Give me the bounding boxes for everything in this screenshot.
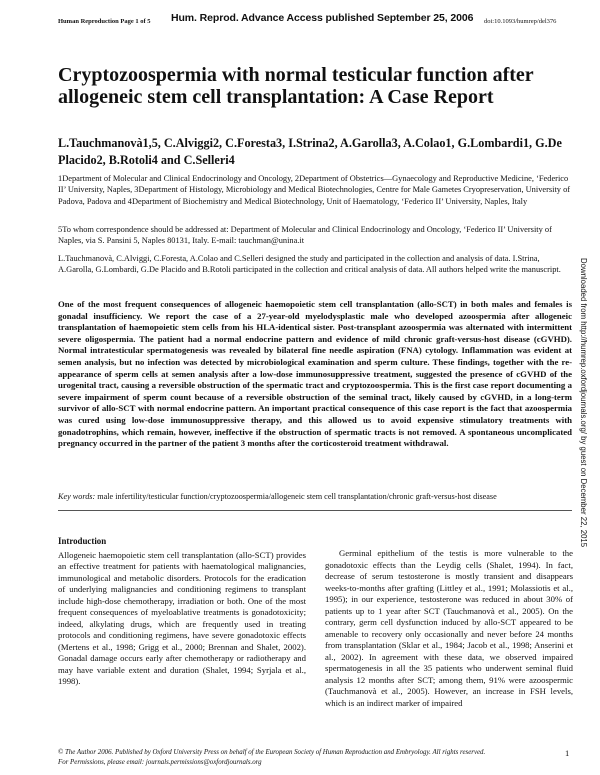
keywords-line	[58, 492, 572, 501]
author-contributions: L.Tauchmanovà, C.Alviggi, C.Foresta, A.Colao and C.Selleri designed the study and participated in the collection and analysis of data. I.Strina, A.Garolla, G.Lombardi, G.De Placido and B.Rotoli participated in the collection and critical analysis of data. All authors helped write the manuscript.	[58, 254, 561, 275]
abstract: One of the most frequent consequences of allogeneic haemopoietic stem cell transplantation (allo-SCT) in both males and females is gonadal insufficiency. We report the case of a 27-year-old myelodysplastic male who developed azoospermia after allogeneic transplantation of haemopoietic stem cells from his HLA-identical sister. Post-transplant azoospermia was alternated with intermittent severe oligospermia. The patient had a normal endocrine pattern and evidence of mild chronic graft-versus-host disease (cGVHD). Normal intratesticular spermatogenesis was revealed by bilateral fine needle aspiration (FNA) cytology. Inflammation was evident at semen analysis, but no infection was detected by microbiological examination and sperm culture. These findings, together with the re-appearance of sperm cells at semen analysis after a low-dose immunosuppressive treatment, suggested the presence of cGVHD of the urogenital tract, causing a reversible obstruction of the spermatic tract and cryptozoospermia. This is the first case report documenting a severe impairment of sperm count because of a reversible obstruction of the seminal tract, likely caused by cGVHD, in a long-term survivor of allo-SCT with normal endocrine pattern. An important practical consequence of this case report is the fact that azoospermia was cured using low-dose immunosuppressive therapy, and this allowed us to avoid expensive stimulatory treatments with gonadotrophins, which remain, however, ineffective if the obstruction of spermatic tracts is not removed. A spontaneous uncomplicated pregnancy occurred in the partner of the patient 3 months after the corticosteroid treatment withdrawal.	[58, 299, 572, 449]
right-column-paragraph: Germinal epithelium of the testis is more vulnerable to the gonadotoxic effects than the Leydig cells (Shalet, 1994). In fact, decrease of serum testosterone is mostly transient and disappears weeks-to-months after grafting (Littley et al., 1991; Molassiotis et al., 1995); in our experience, testosterone was reduced in about 30% of patients up to 1 year after SCT (Tauchmanovà et al., 2005). On the contrary, germ cell dysfunction induced by allo-SCT appeared to be amenable to recovery only occasionally and never before 24 months from transplantation (Sklar et al., 1984; Jacob et al., 1998; Anserini et al., 2002). In agreement with these data, we observed impaired spermatogenesis in all the 35 patients who underwent seminal fluid analysis 12 months after SCT; among them, 91% were azoospermic (Tauchmanovà et al., 2005). However, an increase in FSH levels, which is an indirect marker of impaired	[325, 548, 573, 708]
copyright-line: © The Author 2006. Published by Oxford University Press on behalf of the European Society of Human Reproduction and Embryology. All rights reserved.	[58, 749, 486, 756]
introduction-heading: Introduction	[58, 536, 107, 546]
download-watermark	[581, 258, 595, 578]
keywords-text: male infertility/testicular function/cryptozoospermia/allogeneic stem cell transplantation/chronic graft-versus-host disease	[95, 492, 497, 501]
permissions-line: For Permissions, please email: journals.permissions@oxfordjournals.org	[58, 759, 262, 766]
introduction-paragraph-1: Allogeneic haemopoietic stem cell transplantation (allo-SCT) provides an effective treatment for patients with haematological malignancies, immunological and metabolic disorders. Protocols for the eradication of underlying malignancies and conditioning regimens to transplant include high-dose chemotherapy, irradiation or both. One of the most frequent consequences of myeloablative treatments is gonadotoxicity; indeed, alkylating drugs, which are frequently used in treating protocols and conditioning regimens, have severe gonadotoxic effects (Mertens et al., 1998; Grigg et al., 2000; Brennan and Shalet, 2002). Gonadal damage occurs early after chemotherapy or radiotherapy and may have variable extent and duration (Shalet, 1994; Syrjala et al., 1998).	[58, 549, 306, 686]
affiliations: 1Department of Molecular and Clinical Endocrinology and Oncology, 2Department of Obstetrics—Gynaecology and Reproductive Medicine, ‘Federico II’ University, Naples, 3Department of Histology, Microbiology and Medical Biotechnologies, Centre for Male Gametes Cryopreservation, University of Padova, Padova and 4Department of Biochemistry and Medical Biotechnology, Unit of Haematology, ‘Federico II’ University, Naples, Italy	[58, 174, 571, 206]
correspondence: 5To whom correspondence should be addressed at: Department of Molecular and Clinical Endocrinology and Oncology, ‘Federico II’ University of Naples, via S. Pansini 5, Naples 80131, Italy. E-mail: tauchman@unina.it	[58, 225, 552, 246]
section-divider	[58, 510, 572, 511]
left-column	[58, 536, 306, 688]
running-header-left: Human Reproduction Page 1 of 5	[58, 18, 151, 25]
keywords-label: Key words:	[58, 492, 96, 501]
download-watermark-text: Downloaded from http://humrep.oxfordjournals.org/ by guest on December 22, 2015	[579, 258, 588, 548]
doi-label: doi:10.1093/humrep/del376	[484, 18, 557, 25]
copyright-footer	[58, 748, 518, 768]
advance-access-banner: Hum. Reprod. Advance Access published September 25, 2006	[171, 12, 474, 24]
page-number: 1	[565, 748, 570, 758]
paper-title: Cryptozoospermia with normal testicular function after allogeneic stem cell transplantation: A Case Report	[58, 64, 534, 108]
author-list: L.Tauchmanovà1,5, C.Alviggi2, C.Foresta3, I.Strina2, A.Garolla3, A.Colao1, G.Lombardi1, G.De Placido2, B.Rotoli4 and C.Selleri4	[58, 136, 562, 167]
